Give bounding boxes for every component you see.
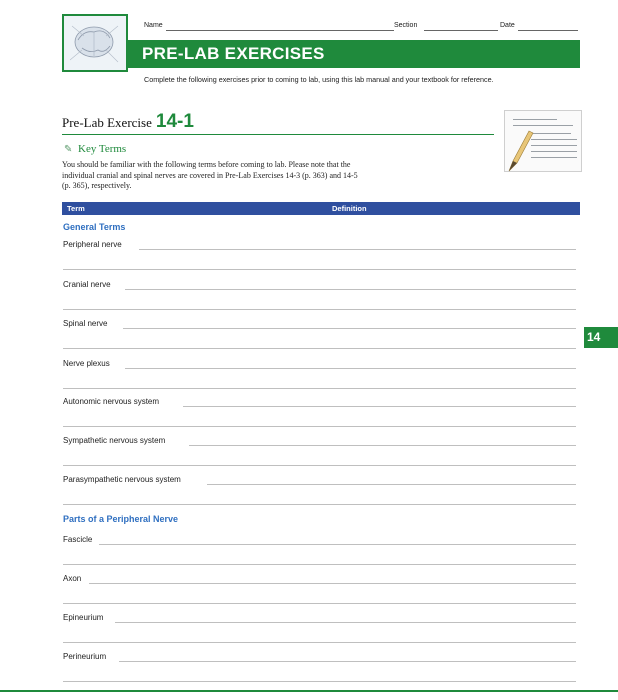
brain-illustration-icon — [64, 16, 126, 70]
pre-lab-banner — [128, 40, 580, 68]
definition-line[interactable] — [99, 544, 576, 545]
name-label: Name — [144, 22, 163, 29]
section-field[interactable] — [424, 30, 498, 31]
term-row — [63, 397, 576, 431]
definition-line[interactable] — [63, 426, 576, 427]
definition-line[interactable] — [63, 603, 576, 604]
term-row — [63, 436, 576, 470]
term-label: Nerve plexus — [63, 359, 110, 368]
definition-line[interactable] — [63, 504, 576, 505]
term-label: Autonomic nervous system — [63, 397, 160, 406]
definition-line[interactable] — [63, 309, 576, 310]
notepad-pencil-icon — [504, 110, 582, 172]
date-field[interactable] — [518, 30, 578, 31]
key-terms-title: Key Terms — [78, 143, 127, 155]
section-title-parts-of-nerve: Parts of a Peripheral Nerve — [63, 514, 179, 524]
chapter-tab: 14 — [584, 327, 618, 348]
definition-line[interactable] — [63, 681, 576, 682]
key-terms-heading — [64, 143, 126, 155]
term-label: Epineurium — [63, 613, 104, 622]
definition-line[interactable] — [119, 661, 576, 662]
exercise-number: 14-1 — [155, 111, 194, 132]
term-label: Peripheral nerve — [63, 240, 122, 249]
terms-table-header — [62, 202, 580, 215]
term-row — [63, 574, 576, 608]
banner-subtitle: Complete the following exercises prior to coming to lab, using this lab manual and your textbook for reference. — [144, 75, 494, 84]
term-row — [63, 240, 576, 274]
term-column-header: Term — [67, 204, 85, 213]
definition-column-header: Definition — [332, 204, 367, 213]
definition-line[interactable] — [139, 249, 576, 250]
exercise-heading — [62, 111, 194, 133]
definition-line[interactable] — [125, 289, 576, 290]
term-row — [63, 359, 576, 393]
definition-line[interactable] — [89, 583, 576, 584]
date-label: Date — [500, 22, 515, 29]
exercise-divider — [62, 134, 494, 135]
definition-line[interactable] — [63, 465, 576, 466]
definition-line[interactable] — [63, 564, 576, 565]
definition-line[interactable] — [63, 269, 576, 270]
term-label: Axon — [63, 574, 82, 583]
term-row — [63, 613, 576, 647]
definition-line[interactable] — [63, 348, 576, 349]
definition-line[interactable] — [125, 368, 576, 369]
definition-line[interactable] — [183, 406, 576, 407]
term-label: Parasympathetic nervous system — [63, 475, 181, 484]
term-row — [63, 535, 576, 569]
pencil-icon: ✎ — [64, 144, 73, 155]
instructions-line: individual cranial and spinal nerves are covered in Pre-Lab Exercises 14-3 (p. 363) and 14-5 — [62, 170, 358, 180]
term-label: Fascicle — [63, 535, 93, 544]
definition-line[interactable] — [115, 622, 576, 623]
term-row — [63, 475, 576, 509]
footer-divider — [0, 690, 618, 692]
term-row — [63, 280, 576, 314]
chapter-illustration — [62, 14, 128, 72]
student-info-row — [144, 20, 580, 34]
instructions-line: You should be familiar with the following terms before coming to lab. Please note that the — [62, 160, 351, 169]
exercise-label: Pre-Lab Exercise — [62, 115, 152, 130]
term-label: Spinal nerve — [63, 319, 108, 328]
term-label: Cranial nerve — [63, 280, 111, 289]
term-label: Sympathetic nervous system — [63, 436, 166, 445]
term-row — [63, 652, 576, 686]
definition-line[interactable] — [207, 484, 576, 485]
instructions-line: (p. 365), respectively. — [62, 181, 132, 190]
definition-line[interactable] — [189, 445, 576, 446]
banner-title: PRE-LAB EXERCISES — [142, 44, 325, 63]
definition-line[interactable] — [63, 642, 576, 643]
definition-line[interactable] — [63, 388, 576, 389]
key-terms-instructions — [62, 160, 462, 192]
section-label: Section — [394, 22, 418, 29]
term-row — [63, 319, 576, 353]
section-title-general-terms: General Terms — [63, 222, 126, 232]
definition-line[interactable] — [123, 328, 576, 329]
name-field[interactable] — [166, 30, 394, 31]
term-label: Perineurium — [63, 652, 107, 661]
